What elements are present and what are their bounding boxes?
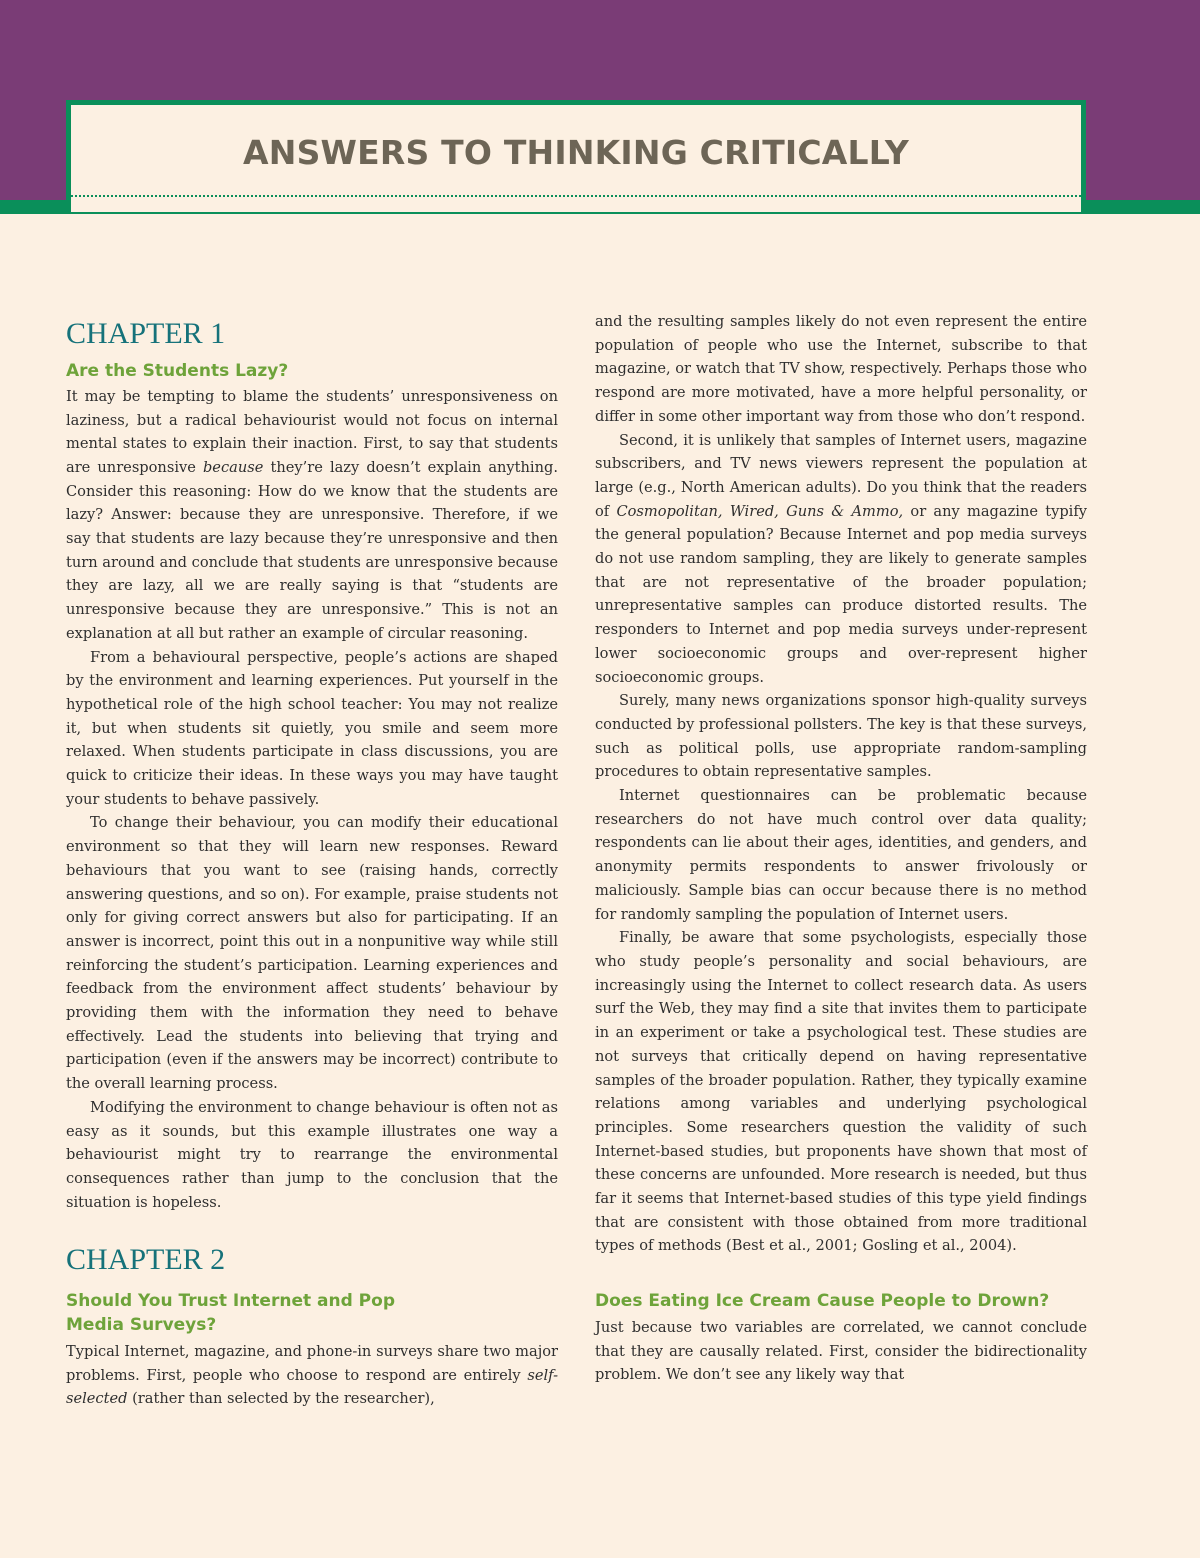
chapter-1-heading: CHAPTER 1 (66, 317, 226, 350)
chapter-2-subheading-line-2: Media Surveys? (66, 1315, 217, 1336)
right-paragraph-4: Internet questionnaires can be problematic because researchers do not have much control over data quality; respondents can lie about their ages, identities, and genders, and anonymity permits respondents to answer frivolously or maliciously. Sample bias can occur because there is no method for randomly sampling the population of Internet users. (595, 787, 1087, 923)
page-title: ANSWERS TO THINKING CRITICALLY (243, 133, 909, 172)
chapter-1-subheading: Are the Students Lazy? (66, 361, 289, 381)
right-paragraph-1: and the resulting samples likely do not even represent the entire population of people who use the Internet, subscribe to that magazine, or watch that TV show, respectively. Perhaps those who respond are more motivated, have a more helpful personality, or differ in some other important way from those who don’t respond. (595, 313, 1087, 425)
chapter-2-heading: CHAPTER 2 (66, 1243, 226, 1277)
right-paragraph-3: Surely, many news organizations sponsor high-quality surveys conducted by professional pollsters. The key is that these surveys, such as political polls, use appropriate random-sampling procedures to obtain representative samples. (595, 692, 1087, 781)
left-column (66, 310, 558, 1411)
title-dotted-rule (71, 195, 1081, 197)
chapter-1-paragraph-4: Modifying the environment to change behaviour is often not as easy as it sounds, but this example illustrates one way a behaviourist might try to rearrange the environmental consequences rather than jump to the conclusion that the situation is hopeless. (66, 1098, 558, 1211)
right-paragraph-6: Just because two variables are correlated, we cannot conclude that they are causally related. First, consider the bidirectionality problem. We don’t see any likely way that (595, 1318, 1087, 1384)
chapter-1-paragraph-2: From a behavioural perspective, people’s actions are shaped by the environment and learning experiences. Put yourself in the hypothetical role of the high school teacher: You may not realize it, but when students sit quietly, you smile and seem more relaxed. When students participate in class discussions, you are quick to criticize their ideas. In these ways you may have taught your students to behave passively. (66, 648, 558, 808)
chapter-1-paragraph-3: To change their behaviour, you can modify their educational environment so that they will learn new responses. Reward behaviours that you want to see (raising hands, correctly answering questions, and so on). For example, praise students not only for giving correct answers but also for participating. If an answer is incorrect, point this out in a nonpunitive way while still reinforcing the student’s participation. Learning experiences and feedback from the environment affect students’ behaviour by providing them with the information they need to behave effectively. Lead the students into believing that trying and participation (even if the answers may be incorrect) contribute to the overall learning process. (66, 814, 558, 1093)
right-column (595, 310, 1087, 1387)
chapter-2-subheading-line-1: Should You Trust Internet and Pop (66, 1291, 395, 1312)
chapter-2-paragraph-1: Typical Internet, magazine, and phone-in surveys share two major problems. First, people who choose to respond are entirely self-selected (rather than selected by the researcher), (66, 1343, 558, 1408)
right-paragraph-5: Finally, be aware that some psychologists, especially those who study people’s personality and social behaviours, are increasingly using the Internet to collect research data. As users surf the Web, they may find a site that invites them to participate in an experiment or take a psychological test. These studies are not surveys that critically depend on having representative samples of the broader population. Rather, they typically examine relations among variables and underlying psychological principles. Some researchers question the validity of such Internet-based studies, but proponents have shown that most of these concerns are unfounded. More research is needed, but thus far it seems that Internet-based studies of this type yield findings that are consistent with those obtained from more traditional types of methods (Best et al., 2001; Gosling et al., 2004). (595, 929, 1087, 1255)
chapter-1-paragraph-1: It may be tempting to blame the students’ unresponsiveness on laziness, but a radical behaviourist would not focus on internal mental states to explain their inaction. First, to say that students are unresponsive because they’re lazy doesn’t explain anything. Consider this reasoning: How do we know that the students are lazy? Answer: because they are unresponsive. Therefore, if we say that students are lazy because they’re unresponsive and then turn around and conclude that students are unresponsive because they are lazy, all we are really saying is that “students are unresponsive because they are unresponsive.” This is not an explanation at all but rather an example of circular reasoning. (66, 387, 558, 642)
title-box (66, 100, 1086, 212)
right-paragraph-2: Second, it is unlikely that samples of Internet users, magazine subscribers, and TV news viewers represent the population at large (e.g., North American adults). Do you think that the readers of Cosmopolitan, Wired, Guns & Ammo, or any magazine typify the general population? Because Internet and pop media surveys do not use random sampling, they are likely to generate samples that are not representative of the broader population; unrepresentative samples can produce distorted results. The responders to Internet and pop media surveys under-represent lower socioeconomic groups and over-represent higher socioeconomic groups. (595, 431, 1087, 686)
chapter-2-subheading (66, 1290, 558, 1338)
ice-cream-subheading: Does Eating Ice Cream Cause People to Drown? (595, 1291, 1050, 1312)
